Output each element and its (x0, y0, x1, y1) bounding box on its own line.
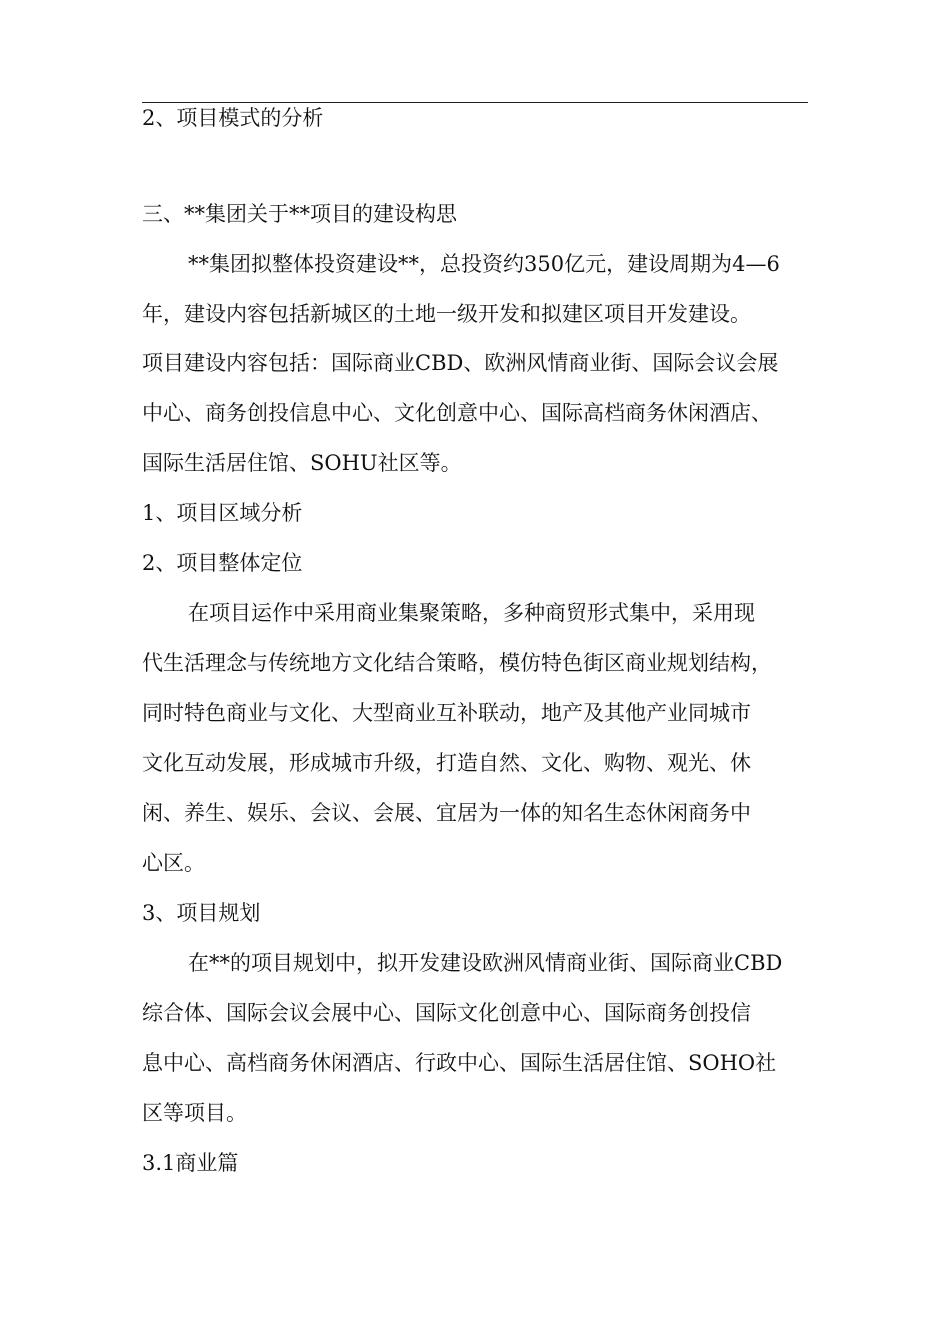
paragraph-line: 项目建设内容包括：国际商业CBD、欧洲风情商业街、国际会议会展 (142, 351, 779, 375)
paragraph-line: 国际生活居住馆、SOHU社区等。 (142, 451, 462, 475)
paragraph-line: 年，建设内容包括新城区的土地一级开发和拟建区项目开发建设。 (142, 302, 751, 326)
header-rule (142, 102, 808, 103)
paragraph-line: 文化互动发展，形成城市升级，打造自然、文化、购物、观光、休 (142, 751, 751, 775)
section-heading-project-model-analysis: 2、项目模式的分析 (142, 106, 324, 130)
chapter-heading-construction-concept: 三、**集团关于**项目的建设构思 (142, 202, 457, 226)
section-heading-project-planning: 3、项目规划 (142, 901, 261, 925)
paragraph-line: 在**的项目规划中，拟开发建设欧洲风情商业街、国际商业CBD (188, 951, 783, 975)
subsection-heading-commercial: 3.1商业篇 (142, 1151, 239, 1175)
paragraph-line: 综合体、国际会议会展中心、国际文化创意中心、国际商务创投信 (142, 1001, 751, 1025)
section-heading-overall-positioning: 2、项目整体定位 (142, 551, 303, 575)
paragraph-line: 息中心、高档商务休闲酒店、行政中心、国际生活居住馆、SOHO社 (142, 1051, 777, 1075)
paragraph-line: 中心、商务创投信息中心、文化创意中心、国际高档商务休闲酒店、 (142, 401, 772, 425)
paragraph-line: 同时特色商业与文化、大型商业互补联动，地产及其他产业同城市 (142, 701, 751, 725)
paragraph-line: 心区。 (142, 851, 205, 875)
section-heading-area-analysis: 1、项目区域分析 (142, 501, 303, 525)
paragraph-line: **集团拟整体投资建设**，总投资约350亿元，建设周期为4—6 (188, 252, 780, 276)
paragraph-line: 代生活理念与传统地方文化结合策略，模仿特色街区商业规划结构， (142, 651, 772, 675)
paragraph-line: 在项目运作中采用商业集聚策略，多种商贸形式集中，采用现 (188, 601, 755, 625)
paragraph-line: 区等项目。 (142, 1101, 247, 1125)
paragraph-line: 闲、养生、娱乐、会议、会展、宜居为一体的知名生态休闲商务中 (142, 801, 751, 825)
